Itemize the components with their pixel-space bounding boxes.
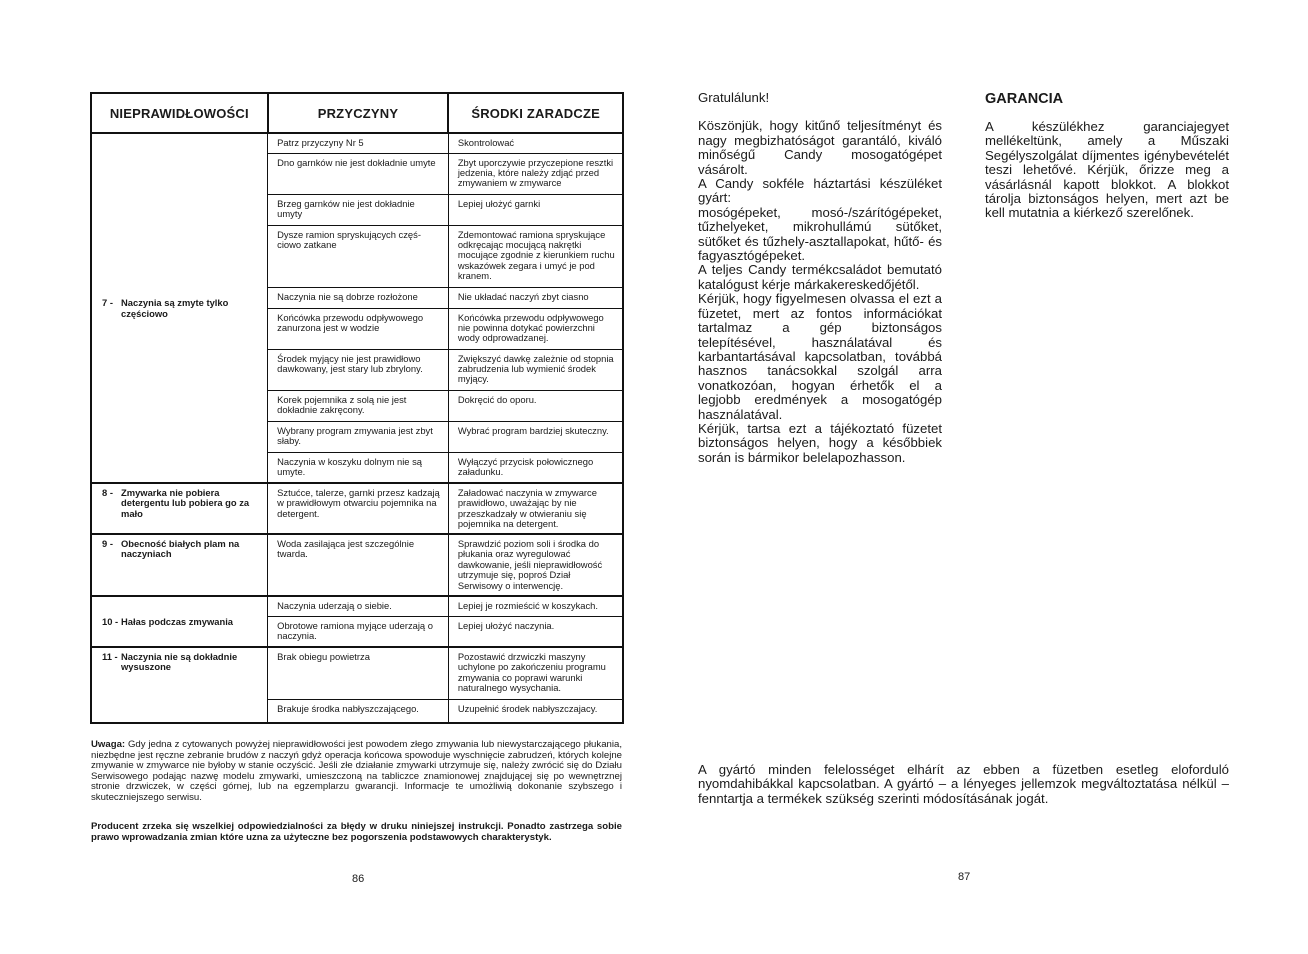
- cause-cell: Woda zasilająca jest szczególnie twarda.: [268, 534, 449, 596]
- cause-cell: Dysze ramion spryskujących częś- ciowo zatkane: [268, 225, 449, 287]
- problem-cell: [91, 534, 268, 596]
- cause-cell: Dno garnków nie jest dokładnie umyte: [268, 153, 449, 194]
- table-row: [91, 596, 623, 616]
- problem-number: 7 -: [102, 297, 113, 309]
- problem-text: Naczynia są zmyte tylko częściowo: [121, 297, 229, 319]
- cause-cell: Brakuje środka nabłyszczającego.: [268, 699, 449, 723]
- remedy-cell: Zwiększyć dawkę zależnie od stopnia zabrudzenia lub wymienić środek myjący.: [448, 349, 623, 390]
- intro-text: [698, 91, 942, 465]
- cause-cell: Naczynia nie są dobrze rozłożone: [268, 287, 449, 308]
- remedy-cell: Nie układać naczyń zbyt ciasno: [448, 287, 623, 308]
- garancia-heading: GARANCIA: [985, 91, 1064, 107]
- note-label: Uwaga:: [91, 739, 126, 750]
- cause-cell: Naczynia uderzają o siebie.: [268, 596, 449, 616]
- cause-cell: Wybrany program zmywania jest zbyt słaby.: [268, 421, 449, 452]
- remedy-cell: Zdemontować ramiona spryskujące odkręcając mocującą nakrętki mocujące zgodnie z kierunkiem ruchu wskazówek zegara i umyć je pod kranem.: [448, 225, 623, 287]
- cause-cell: Patrz przyczyny Nr 5: [268, 133, 449, 153]
- intro-paragraph: [698, 105, 942, 119]
- problem-text: Zmywarka nie pobiera detergentu lub pobiera go za mało: [121, 487, 250, 519]
- note-text: Gdy jedna z cytowanych powyżej nieprawidłowości jest powodem złego zmywania lub niewystarczającego płukania, niezbędne jest ręczne zebranie brudów z naczyń gdyż operacja końcowa spowoduje wyschnięcie zabrudzeń, których kolejne zmywanie w zmywarce nie byłoby w stanie oczyścić. Jeśli złe działanie zmywarki utrzymuje się, należy zwrócić się do Działu Serwisowego podając nazwę modelu zmywarki, umieszczoną na tabliczce znamionowej znajdującej się po wewnętrznej stronie drzwiczek, w części górnej, lub na egzemplarzu gwarancji. Informacje te umożliwią dokonanie szybszego i skuteczniejszego serwisu.: [91, 739, 622, 803]
- remedy-cell: Końcówka przewodu odpływowego nie powinna dotykać powierzchni wody odprowadzanej.: [448, 308, 623, 349]
- warning-note: [91, 740, 622, 804]
- intro-paragraph: Köszönjük, hogy kitűnő teljesítményt és nagy megbizhatóságot garantáló, kiváló minőségű Candy mosogatógépet vásárolt.: [698, 118, 942, 177]
- cause-cell: Sztućce, talerze, garnki przesz kadzają w prawidłowym otwarciu pojemnika na detergent.: [268, 483, 449, 534]
- remedy-cell: Lepiej ułożyć naczynia.: [448, 616, 623, 647]
- remedy-cell: Lepiej ułożyć garnki: [448, 194, 623, 225]
- intro-paragraph: A Candy sokféle háztartási készüléket gyárt:: [698, 176, 942, 206]
- page-number-right: 87: [958, 871, 971, 883]
- cause-cell: Środek myjący nie jest prawidłowo dawkowany, jest stary lub zbrylony.: [268, 349, 449, 390]
- problem-number: 11 -: [102, 651, 118, 662]
- intro-paragraph: Kérjük, hogy figyelmesen olvassa el ezt a füzetet, mert az fontos információkat tartalmaz a gép biztonságos telepítésével, használatával és karbantartásával kapcsolatban, továbbá hasznos tanácsokkal szolgál arra vonatkozóan, hogyan érhetők el a legjobb eredmények a mosogatógép használatával.: [698, 291, 942, 422]
- problem-cell: [91, 133, 268, 483]
- header-remedies: ŚRODKI ZARADCZE: [448, 93, 623, 133]
- header-problems: NIEPRAWIDŁOWOŚCI: [91, 93, 268, 133]
- cause-cell: Obrotowe ramiona myjące uderzają o naczynia.: [268, 616, 449, 647]
- intro-paragraph: mosógépeket, mosó-/szárítógépeket, tűzhelyeket, mikrohullámú sütőket, sütőket és tűzhely-asztallapokat, hűtő- és fagyasztógépeket.: [698, 204, 942, 264]
- problem-cell: [91, 596, 268, 647]
- intro-paragraph: Gratulálunk!: [698, 90, 770, 105]
- garancia-text: A készülékhez garanciajegyet mellékeltünk, amely a Műszaki Segélyszolgálat díjmentes igénybevételét teszi lehetővé. Kérjük, őrizze meg a vásárlásnál kapott blokkot. A blokkot tárolja biztonságos helyen, mert azt be kell mutatnia a kiérkező szerelőnek.: [985, 119, 1229, 221]
- problem-cell: [91, 483, 268, 534]
- table-row: [91, 133, 623, 153]
- remedy-cell: Wybrać program bardziej skuteczny.: [448, 421, 623, 452]
- problem-number: 9 -: [102, 538, 113, 549]
- remedy-cell: Skontrolować: [448, 133, 623, 153]
- remedy-cell: Zbyt uporczywie przyczepione resztki jedzenia, które należy zdjąć przed zmywaniem w zmywarce: [448, 153, 623, 194]
- problem-text: Naczynia nie są dokładnie wysuszone: [121, 651, 238, 673]
- troubleshooting-table: [90, 92, 624, 724]
- problem-cell: [91, 647, 268, 723]
- remedy-cell: Uzupełnić środek nabłyszczajacy.: [448, 699, 623, 723]
- table-header-row: [91, 93, 623, 133]
- problem-text: Hałas podczas zmywania: [121, 615, 234, 627]
- cause-cell: Korek pojemnika z solą nie jest dokładnie zakręcony.: [268, 390, 449, 421]
- remedy-cell: Sprawdzić poziom soli i środka do płukania oraz wyregulować dawkowanie, jeśli nieprawidłowość utrzymuje się, poproś Dział Serwisowy o interwencję.: [448, 534, 623, 596]
- remedy-cell: Dokręcić do oporu.: [448, 390, 623, 421]
- remedy-cell: Pozostawić drzwiczki maszyny uchylone po zakończeniu programu zmywania co poprawi warunki naturalnego wysychania.: [448, 647, 623, 699]
- cause-cell: Naczynia w koszyku dolnym nie są umyte.: [268, 452, 449, 483]
- problem-text: Obecność białych plam na naczyniach: [121, 538, 240, 560]
- problem-number: 10 -: [102, 615, 119, 627]
- manufacturer-disclaimer-hu: A gyártó minden felelosséget elhárít az ebben a füzetben esetleg eloforduló nyomdahibákkal kapcsolatban. A gyártó – a lényeges jellemzok megváltoztatása nélkül – fenntartja a termékek szükség szerinti módosításának jogát.: [698, 762, 1229, 806]
- remedy-cell: Wyłączyć przycisk połowicznego załadunku.: [448, 452, 623, 483]
- header-causes: PRZYCZYNY: [268, 93, 449, 133]
- remedy-cell: Załadować naczynia w zmywarce prawidłowo, uważając by nie przeszkadzały w otwieraniu się pojemnika na detergent.: [448, 483, 623, 534]
- page-number-left: 86: [352, 873, 365, 885]
- cause-cell: Brak obiegu powietrza: [268, 647, 449, 699]
- table-row: [91, 534, 623, 596]
- table-row: [91, 483, 623, 534]
- manufacturer-disclaimer-pl: Producent zrzeka się wszelkiej odpowiedzialności za błędy w druku niniejszej instrukcji. Ponadto zastrzega sobie prawo wprowadzania zmian które uzna za użyteczne bez pogorszenia podstawowych charakterystyk.: [91, 821, 622, 843]
- intro-paragraph: A teljes Candy termékcsaládot bemutató katalógust kérje márkakereskedőjétől.: [698, 262, 942, 292]
- cause-cell: Końcówka przewodu odpływowego zanurzona jest w wodzie: [268, 308, 449, 349]
- cause-cell: Brzeg garnków nie jest dokładnie umyty: [268, 194, 449, 225]
- table-row: [91, 647, 623, 699]
- problem-number: 8 -: [102, 487, 113, 498]
- intro-paragraph: Kérjük, tartsa ezt a tájékoztató füzetet biztonságos helyen, hogy a későbbiek során is bármikor belelapozhasson.: [698, 420, 942, 465]
- remedy-cell: Lepiej je rozmieścić w koszykach.: [448, 596, 623, 616]
